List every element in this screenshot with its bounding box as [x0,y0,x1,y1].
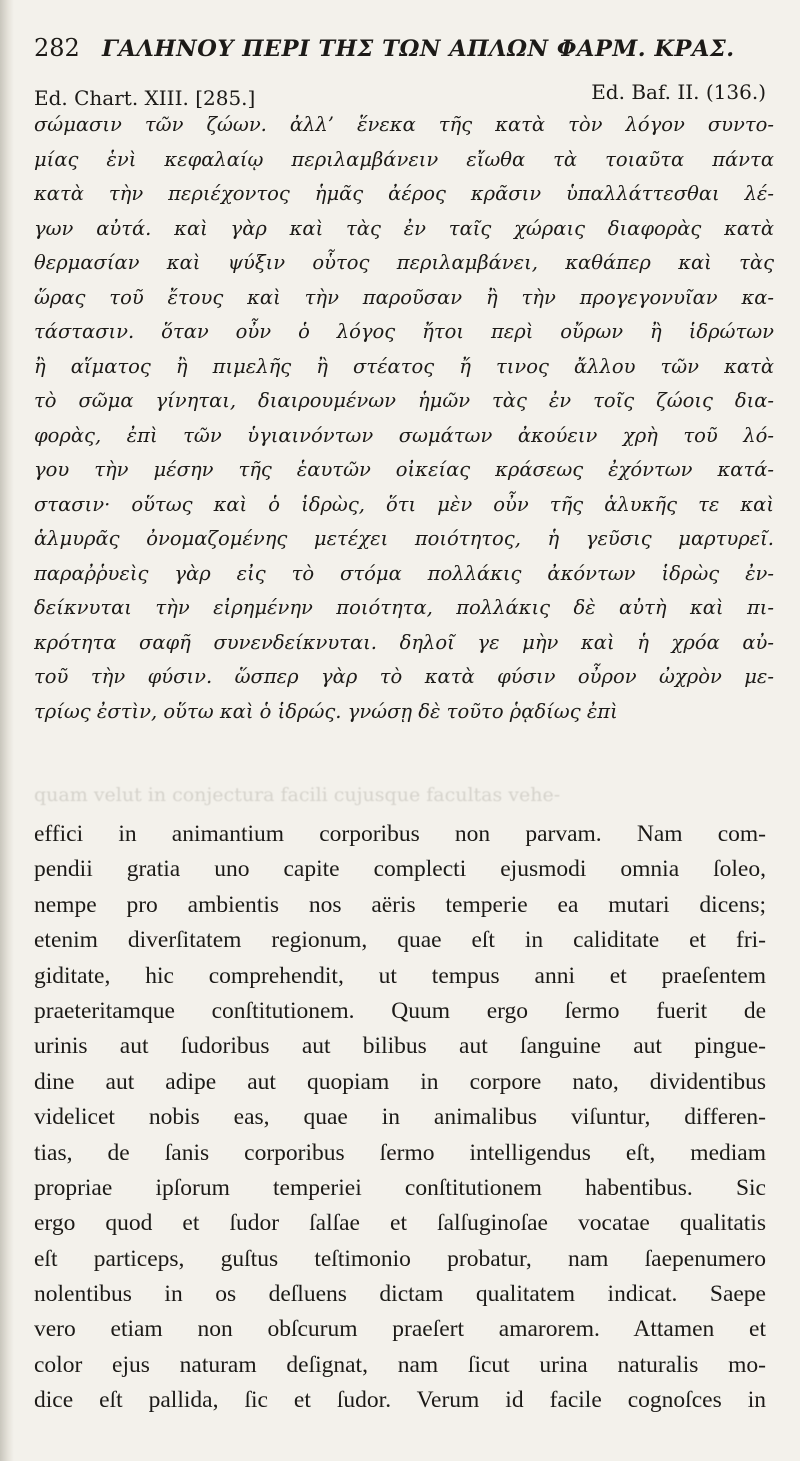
latin-line: ergo quod et ſudor ſalſae et ſalſuginoſae vocatae qualitatis [34,1210,766,1237]
greek-line: γων αὐτά. καὶ γὰρ καὶ τὰς ἐν ταῖς χώραις διαφορὰς κατὰ [34,216,774,240]
greek-text-block [34,108,774,729]
bleed-through-text: quam velut in conjectura facili cujusque facultas vehe- [34,784,561,806]
greek-line: θερμασίαν καὶ ψύξιν οὗτος περιλαμβάνει, καθάπερ καὶ τὰς [34,251,774,274]
latin-line: eſt particeps, guſtus teſtimonio probatur, nam ſaepenumero [34,1245,766,1272]
greek-line: γου τὴν μέσην τῆς ἑαυτῶν οἰκείας κράσεως ἐχόντων κατά- [34,458,774,481]
greek-line: τοῦ τὴν φύσιν. ὥσπερ γὰρ τὸ κατὰ φύσιν οὖρον ὠχρὸν με- [34,665,774,688]
greek-line: στασιν· οὕτως καὶ ὁ ἱδρὼς, ὅτι μὲν οὖν τῆς ἁλυκῆς τε καὶ [34,492,774,516]
page-edge-shadow [0,0,14,1461]
greek-line: μίας ἑνὶ κεφαλαίῳ περιλαμβάνειν εἴωθα τὰ τοιαῦτα πάντα [34,147,774,171]
latin-line: videlicet nobis eas, quae in animalibus viſuntur, differen- [34,1104,766,1131]
latin-line: nempe pro ambientis nos aëris temperie ea mutari dicens; [34,891,766,918]
latin-text-block [34,817,766,1419]
latin-line: etenim diverſitatem regionum, quae eſt in caliditate et fri- [34,927,766,954]
latin-line: dine aut adipe aut quopiam in corpore nato, dividentibus [34,1068,766,1095]
greek-line: τὸ σῶμα γίνηται, διαιρουμένων ἡμῶν τὰς ἐν τοῖς ζώοις δια- [34,389,774,412]
latin-line: propriae ipſorum temperiei conſtitutionem habentibus. Sic [34,1174,766,1201]
latin-line: vero etiam non obſcurum praeſert amarorem. Attamen et [34,1316,766,1343]
running-title: ΓΑΛΗΝΟΥ ΠΕΡΙ ΤΗΣ ΤΩΝ ΑΠΛΩΝ ΦΑΡΜ. ΚΡΑΣ. [102,36,735,62]
latin-line: color ejus naturam deſignat, nam ſicut urina naturalis mo- [34,1351,766,1378]
greek-line: κατὰ τὴν περιέχοντος ἡμᾶς ἀέρος κρᾶσιν ὑπαλλάττεσθαι λέ- [34,182,774,205]
latin-line: dice eſt pallida, ſic et ſudor. Verum id facile cognoſces in [34,1387,766,1414]
latin-line: tias, de ſanis corporibus ſermo intelligendus eſt, mediam [34,1139,766,1166]
greek-line: κρότητα σαφῆ συνενδείκνυται. δηλοῖ γε μὴν καὶ ἡ χρόα αὐ- [34,630,774,654]
latin-line: effici in animantium corporibus non parvam. Nam com- [34,821,766,847]
greek-line: δείκνυται τὴν εἰρημένην ποιότητα, πολλάκις δὲ αὐτὴ καὶ πι- [34,596,774,619]
running-head [34,32,774,66]
greek-line: ὥρας τοῦ ἔτους καὶ τὴν παροῦσαν ἢ τὴν προγεγονυῖαν κα- [34,285,774,309]
greek-line: τάστασιν. ὅταν οὖν ὁ λόγος ἤτοι περὶ οὔρων ἢ ἱδρώτων [34,320,774,343]
greek-line: ἢ αἵματος ἢ πιμελῆς ἢ στέατος ἤ τινος ἄλλου τῶν κατὰ [34,354,774,378]
latin-line: praeteritamque conſtitutionem. Quum ergo ſermo fuerit de [34,997,766,1024]
latin-line: pendii gratia uno capite complecti ejusmodi omnia ſoleo, [34,856,766,883]
latin-line: urinis aut ſudoribus aut bilibus aut ſanguine aut pingue- [34,1033,766,1060]
edition-reference-right: Ed. Baf. II. (136.) [591,80,766,104]
greek-line: τρίως ἐστὶν, οὕτω καὶ ὁ ἱδρώς. γνώσῃ δὲ τοῦτο ῥᾳδίως ἐπὶ [34,699,618,723]
greek-line: σώμασιν τῶν ζώων. ἀλλ’ ἕνεκα τῆς κατὰ τὸν λόγον συντο- [34,113,774,136]
page-number: 282 [34,34,80,62]
latin-line: giditate, hic comprehendit, ut tempus anni et praeſentem [34,962,766,989]
latin-line: nolentibus in os deſluens dictam qualitatem indicat. Saepe [34,1281,766,1308]
greek-line: φορὰς, ἐπὶ τῶν ὑγιαινόντων σωμάτων ἀκούειν χρὴ τοῦ λό- [34,423,774,447]
greek-line: παραῤῥυεὶς γὰρ εἰς τὸ στόμα πολλάκις ἀκόντων ἱδρὼς ἐν- [34,561,774,585]
greek-line: ἁλμυρᾶς ὀνομαζομένης μετέχει ποιότητος, ἡ γεῦσις μαρτυρεῖ. [34,527,774,550]
edition-reference-left: Ed. Chart. XIII. [285.] [34,86,256,110]
